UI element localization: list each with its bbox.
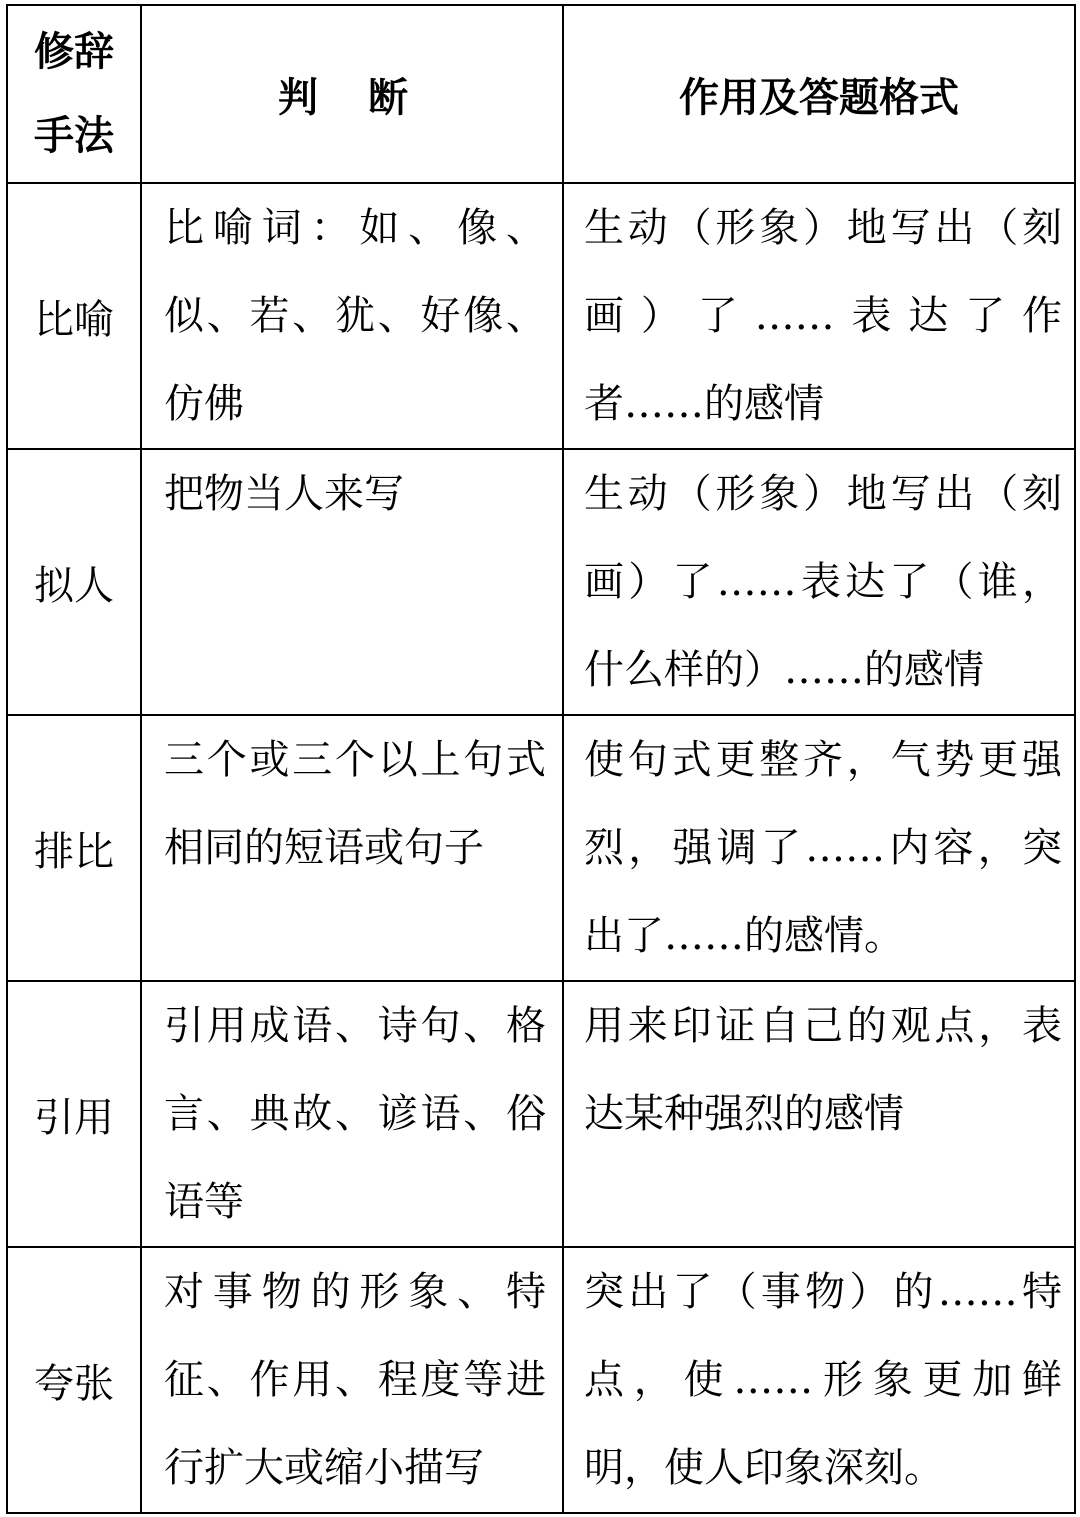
- technique-cell: 引用: [7, 981, 141, 1247]
- judgement-cell: 把物当人来写: [141, 449, 563, 715]
- effect-cell: 用来印证自己的观点，表达某种强烈的感情: [563, 981, 1075, 1247]
- table-row: [7, 1247, 1075, 1513]
- technique-cell: 拟人: [7, 449, 141, 715]
- effect-cell: 使句式更整齐，气势更强烈，强调了……内容，突出了……的感情。: [563, 715, 1075, 981]
- effect-cell: 生动（形象）地写出（刻画）了……表达了（谁，什么样的）……的感情: [563, 449, 1075, 715]
- table-row: [7, 715, 1075, 981]
- header-judgement: 判 断: [141, 5, 563, 183]
- judgement-cell: 三个或三个以上句式相同的短语或句子: [141, 715, 563, 981]
- technique-cell: 比喻: [7, 183, 141, 449]
- effect-cell: 突出了（事物）的……特点，使……形象更加鲜明，使人印象深刻。: [563, 1247, 1075, 1513]
- header-effect: 作用及答题格式: [563, 5, 1075, 183]
- table-row: [7, 981, 1075, 1247]
- header-technique-line2: 手法: [34, 112, 114, 159]
- header-technique: [7, 5, 141, 183]
- judgement-cell: 引用成语、诗句、格言、典故、谚语、俗语等: [141, 981, 563, 1247]
- judgement-cell: 比喻词：如、像、似、若、犹、好像、仿佛: [141, 183, 563, 449]
- technique-cell: 夸张: [7, 1247, 141, 1513]
- effect-cell: 生动（形象）地写出（刻画）了……表达了作者……的感情: [563, 183, 1075, 449]
- table-header-row: [7, 5, 1075, 183]
- rhetoric-table: [6, 4, 1076, 1514]
- table-row: [7, 449, 1075, 715]
- table-row: [7, 183, 1075, 449]
- judgement-cell: 对事物的形象、特征、作用、程度等进行扩大或缩小描写: [141, 1247, 563, 1513]
- technique-cell: 排比: [7, 715, 141, 981]
- header-technique-line1: 修辞: [34, 28, 114, 75]
